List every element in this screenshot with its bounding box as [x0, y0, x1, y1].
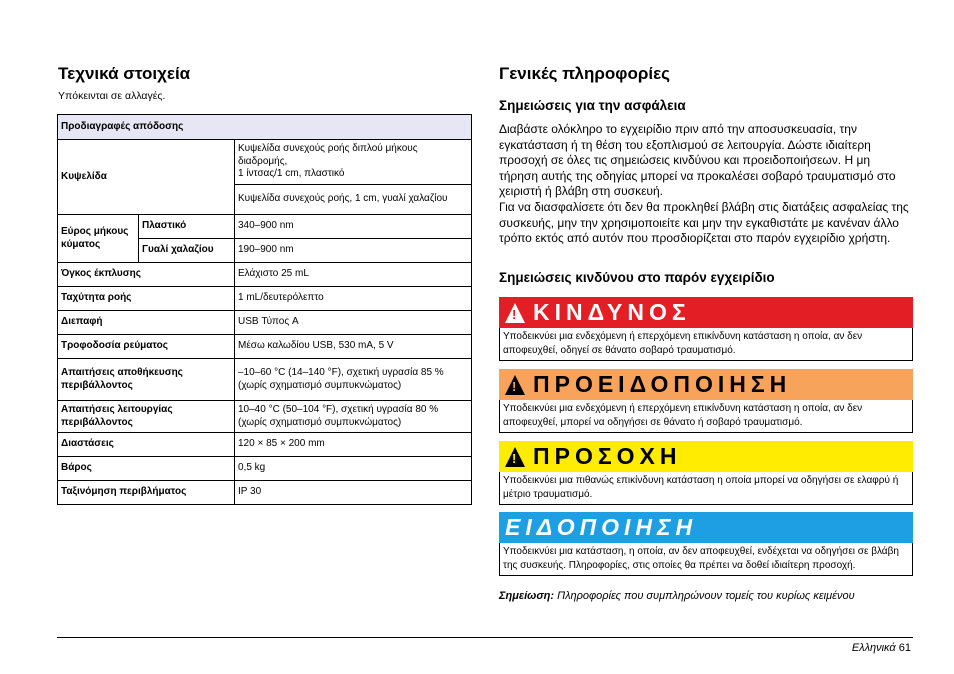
interface-value: USB Τύπος A	[235, 311, 472, 335]
danger-text: Υποδεικνύει μια ενδεχόμενη ή επερχόμενη επικίνδυνη κατάσταση η οποία, αν δεν αποφευχθεί, οδηγεί σε θάνατο σοβαρό τραυματισμό.	[499, 328, 913, 361]
notice-text: Υποδεικνύει μια κατάσταση, η οποία, αν δεν αποφευχθεί, ενδέχεται να οδηγήσει σε βλάβη της συσκευής. Πληροφορίες, στις οποίες θα πρέπει να δοθεί ιδιαίτερη προσοχή.	[499, 543, 913, 576]
quartz-value: 190–900 nm	[235, 239, 472, 263]
flush-label: Όγκος έκπλυσης	[58, 263, 235, 287]
notice-label: ΕΙΔΟΠΟΙΗΣΗ	[505, 514, 698, 540]
power-label: Τροφοδοσία ρεύματος	[58, 335, 235, 359]
section-title-technical: Τεχνικά στοιχεία	[58, 64, 191, 83]
weight-value: 0,5 kg	[235, 457, 472, 481]
safety-heading: Σημειώσεις για την ασφάλεια	[499, 98, 686, 113]
storage-label: Απαιτήσεις αποθήκευσης περιβάλλοντος	[58, 359, 235, 401]
danger-bar	[499, 297, 913, 328]
safety-paragraph-2: Για να διασφαλίσετε ότι δεν θα προκληθεί βλάβη στις διατάξεις ασφαλείας της συσκευής, μην την χρησιμοποιείτε και μην την εγκαθιστάτε με κανέναν άλλο τρόπο εκτός από αυτόν που προσδιορίζεται στο παρόν εγχειρίδιο χρήστη.	[499, 200, 909, 245]
note-label: Σημείωση:	[499, 590, 555, 602]
specifications-table	[57, 114, 472, 505]
quartz-label: Γυαλί χαλαζίου	[139, 239, 235, 263]
warning-triangle-icon: !	[505, 303, 525, 323]
operating-value: 10–40 °C (50–104 °F), σχετική υγρασία 80 % (χωρίς σχηματισμό συμπυκνώματος)	[235, 401, 472, 433]
flow-label: Ταχύτητα ροής	[58, 287, 235, 311]
operating-label: Απαιτήσεις λειτουργίας περιβάλλοντος	[58, 401, 235, 433]
caution-label: ΠΡΟΣΟΧΗ	[533, 443, 682, 469]
storage-value: –10–60 °C (14–140 °F), σχετική υγρασία 85 % (χωρίς σχηματισμό συμπυκνώματος)	[235, 359, 472, 401]
table-header: Προδιαγραφές απόδοσης	[58, 115, 472, 140]
warning-bar	[499, 369, 913, 400]
plastic-label: Πλαστικό	[139, 215, 235, 239]
page-footer	[852, 642, 911, 654]
wavelength-label: Εύρος μήκους κύματος	[58, 215, 139, 263]
note	[499, 589, 899, 603]
section-title-general: Γενικές πληροφορίες	[499, 64, 670, 83]
enclosure-value: IP 30	[235, 481, 472, 505]
warning-triangle-icon: !	[505, 375, 525, 395]
cuvette-value-a: Κυψελίδα συνεχούς ροής διπλού μήκους διαδρομής, 1 ίντσας/1 cm, πλαστικό	[235, 140, 472, 185]
notice-signal-box	[499, 512, 913, 576]
page-number: 61	[898, 642, 911, 654]
subject-to-change-note: Υπόκεινται σε αλλαγές.	[58, 90, 166, 102]
danger-label: ΚΙΝΔΥΝΟΣ	[533, 299, 691, 325]
footer-rule	[57, 637, 913, 638]
notice-bar	[499, 512, 913, 543]
caution-signal-box	[499, 441, 913, 505]
dimensions-label: Διαστάσεις	[58, 433, 235, 457]
plastic-value: 340–900 nm	[235, 215, 472, 239]
cuvette-label: Κυψελίδα	[58, 140, 235, 215]
caution-text: Υποδεικνύει μια πιθανώς επικίνδυνη κατάσταση η οποία μπορεί να οδηγήσει σε ελαφρύ ή μέτριο τραυματισμό.	[499, 472, 913, 505]
warning-label: ΠΡΟΕΙΔΟΠΟΙΗΣΗ	[533, 371, 792, 397]
weight-label: Βάρος	[58, 457, 235, 481]
flush-value: Ελάχιστο 25 mL	[235, 263, 472, 287]
interface-label: Διεπαφή	[58, 311, 235, 335]
warning-text: Υποδεικνύει μια ενδεχόμενη ή επερχόμενη επικίνδυνη κατάσταση η οποία, αν δεν αποφευχθεί, μπορεί να οδηγήσει σε θάνατο ή σοβαρό τραυματισμό.	[499, 400, 913, 433]
danger-signal-box	[499, 297, 913, 361]
cuvette-value-b: Κυψελίδα συνεχούς ροής, 1 cm, γυαλί χαλαζίου	[235, 185, 472, 215]
warning-signal-box	[499, 369, 913, 433]
enclosure-label: Ταξινόμηση περιβλήματος	[58, 481, 235, 505]
caution-bar	[499, 441, 913, 472]
hazard-heading: Σημειώσεις κινδύνου στο παρόν εγχειρίδιο	[499, 270, 775, 285]
safety-paragraph-1: Διαβάστε ολόκληρο το εγχειρίδιο πριν από την αποσυσκευασία, την εγκατάσταση ή τη θέση του εξοπλισμού σε λειτουργία. Δώστε ιδιαίτερη προσοχή σε όλες τις σημειώσεις κινδύνου και προειδοποιήσεων. Η μη τήρηση αυτής της οδηγίας μπορεί να προκαλέσει σοβαρό τραυματισμό στο χειριστή ή βλάβη στη συσκευή.	[499, 122, 896, 198]
footer-language: Ελληνικά	[851, 642, 896, 654]
flow-value: 1 mL/δευτερόλεπτο	[235, 287, 472, 311]
power-value: Μέσω καλωδίου USB, 530 mA, 5 V	[235, 335, 472, 359]
note-text: Πληροφορίες που συμπληρώνουν τομείς του κυρίως κειμένου	[557, 590, 855, 602]
dimensions-value: 120 × 85 × 200 mm	[235, 433, 472, 457]
warning-triangle-icon: !	[505, 447, 525, 467]
